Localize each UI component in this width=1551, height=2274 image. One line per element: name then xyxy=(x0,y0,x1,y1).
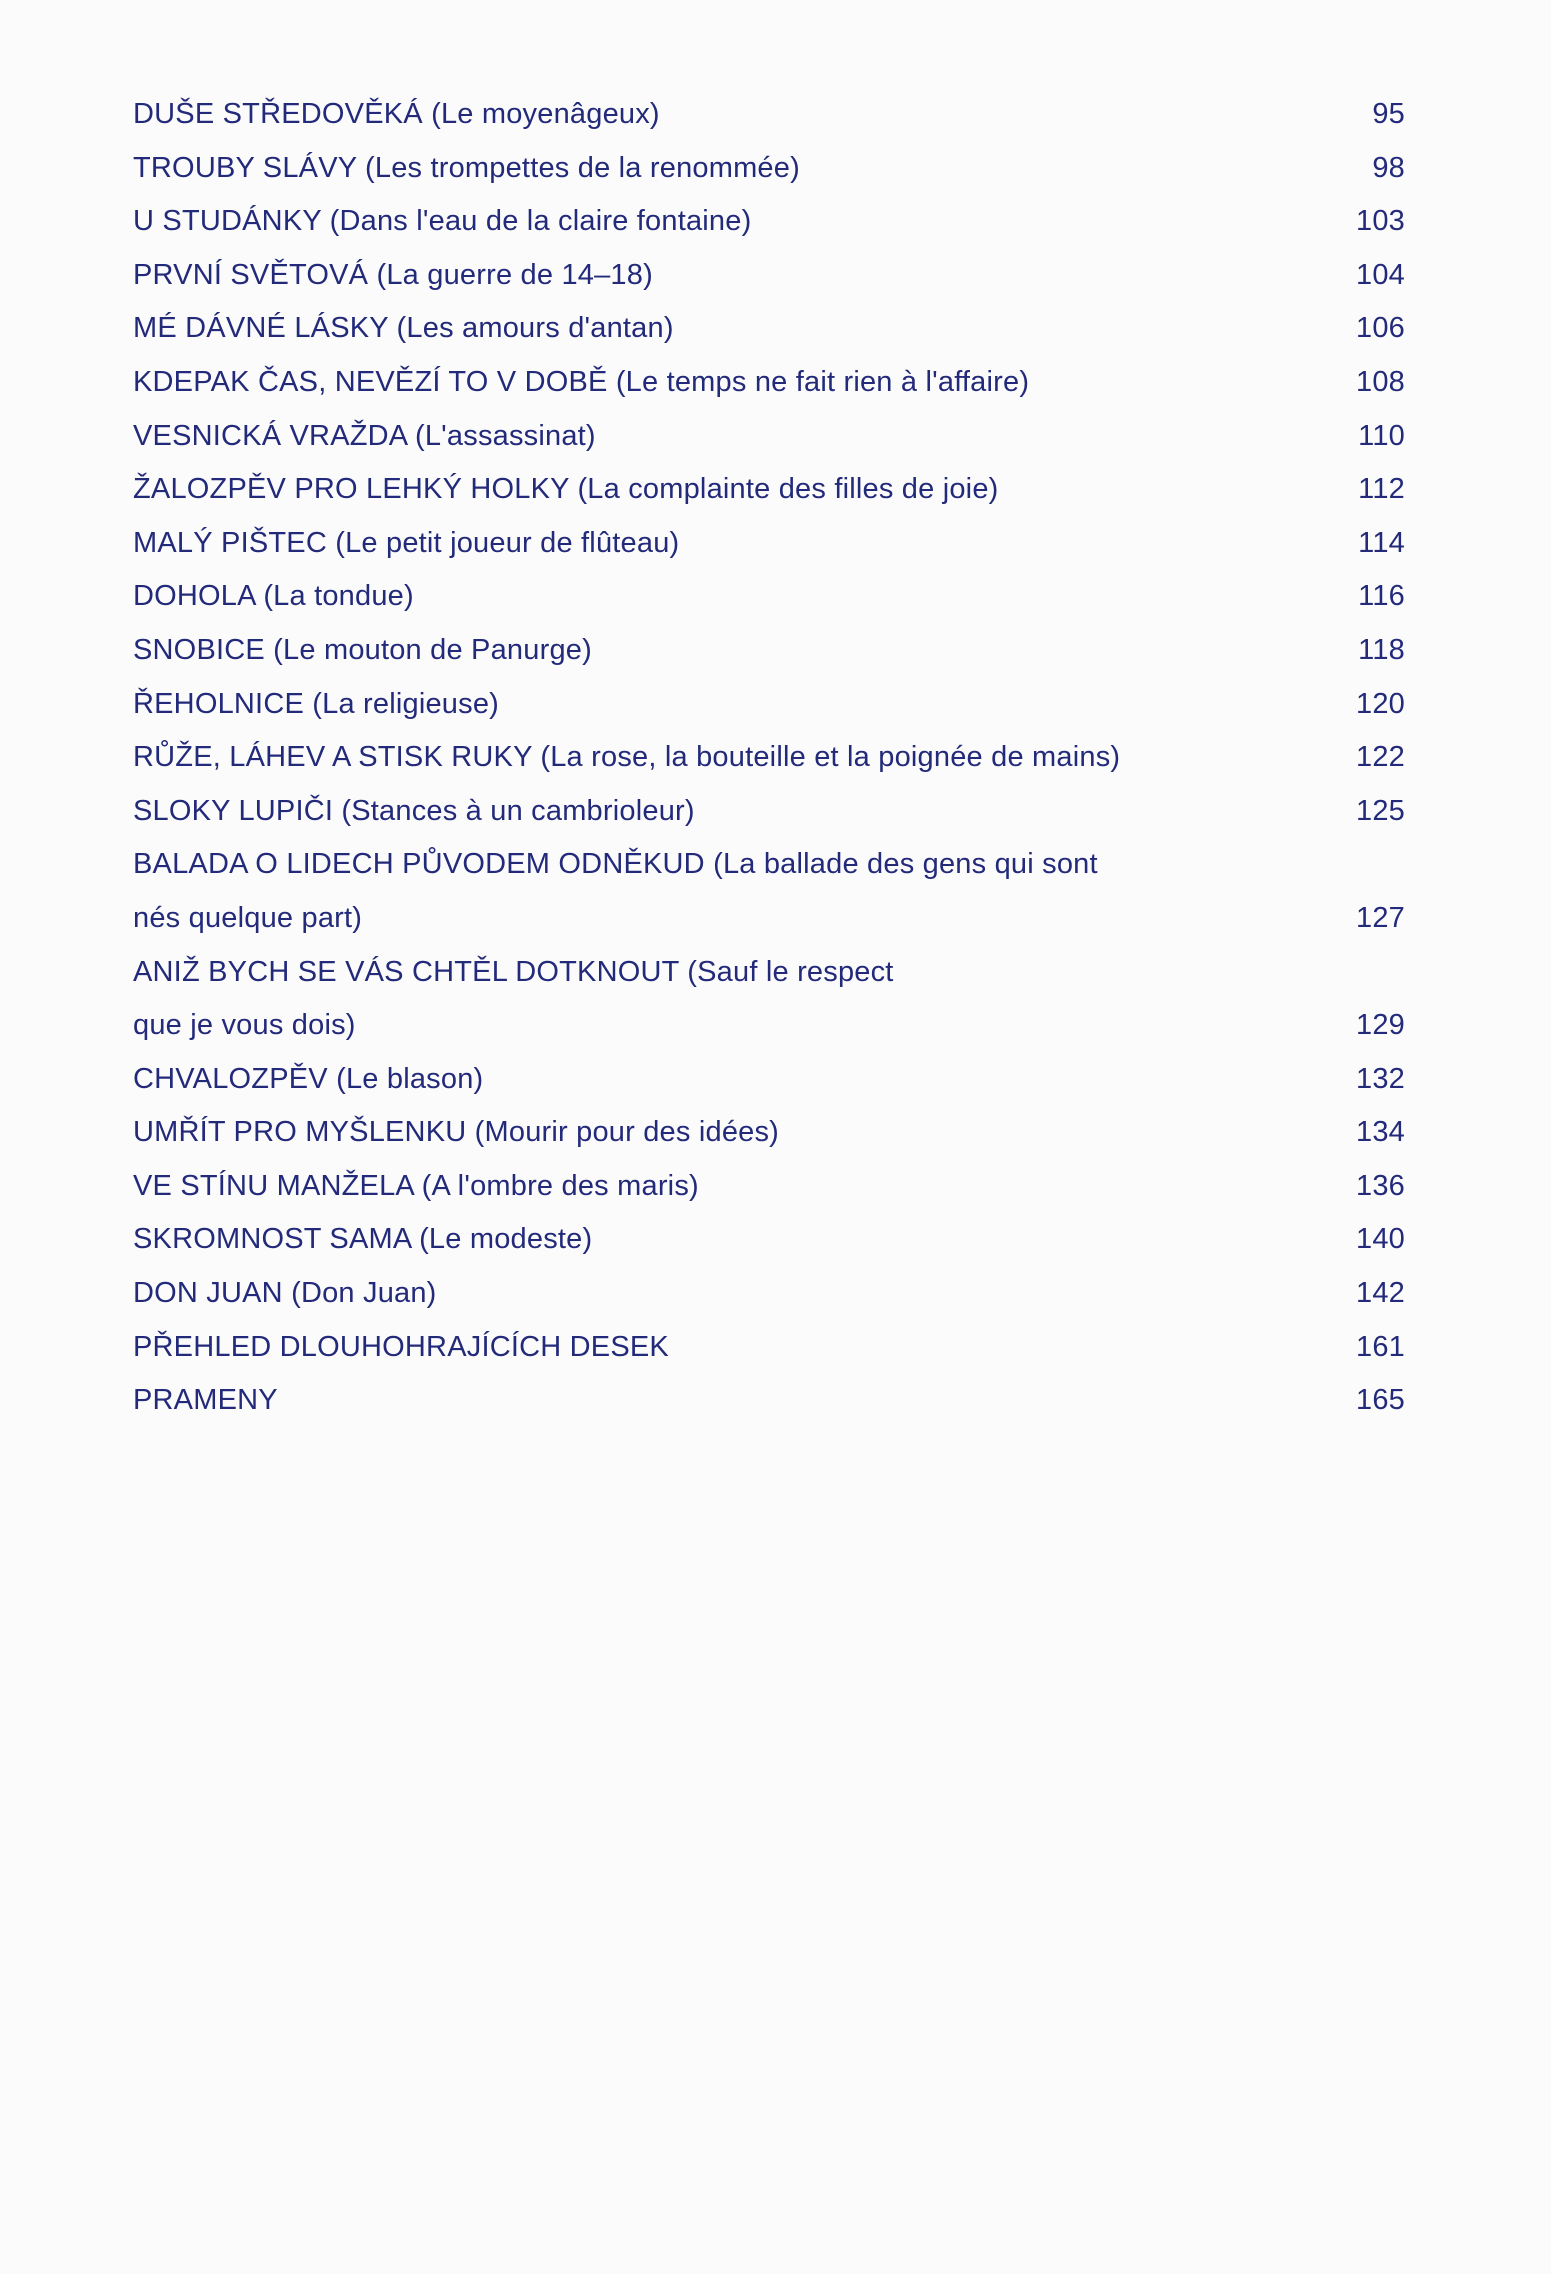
toc-entry-title: SLOKY LUPIČI (Stances à un cambrioleur) xyxy=(133,794,695,827)
toc-entry xyxy=(133,1374,1405,1428)
toc-entry-title: PRAMENY xyxy=(133,1384,278,1417)
toc-entry xyxy=(133,142,1405,196)
toc-entry-page: 125 xyxy=(1356,794,1405,827)
toc-entry-page: 127 xyxy=(1356,901,1405,934)
toc-entry-title: ANIŽ BYCH SE VÁS CHTĚL DOTKNOUT (Sauf le respect xyxy=(133,955,894,988)
toc-entry xyxy=(133,892,1405,946)
toc-entry-page: 106 xyxy=(1356,312,1405,345)
toc-entry-title: VE STÍNU MANŽELA (A l'ombre des maris) xyxy=(133,1169,699,1202)
toc-entry xyxy=(133,302,1405,356)
toc-entry-title: nés quelque part) xyxy=(133,901,363,934)
toc-entry xyxy=(133,1267,1405,1321)
toc-entry-page: 165 xyxy=(1356,1384,1405,1417)
toc-entry-title: UMŘÍT PRO MYŠLENKU (Mourir pour des idées) xyxy=(133,1116,780,1149)
toc-entry-title: SKROMNOST SAMA (Le modeste) xyxy=(133,1223,593,1256)
toc-entry xyxy=(133,570,1405,624)
toc-entry xyxy=(133,785,1405,839)
toc-entry xyxy=(133,1160,1405,1214)
toc-entry-page: 114 xyxy=(1358,526,1405,559)
toc-entry-title: ŘEHOLNICE (La religieuse) xyxy=(133,687,500,720)
toc-entry-page: 161 xyxy=(1356,1330,1405,1363)
toc-entry xyxy=(133,1321,1405,1375)
toc-entry xyxy=(133,517,1405,571)
toc-entry-page: 142 xyxy=(1356,1277,1405,1310)
toc-entry-page: 132 xyxy=(1356,1062,1405,1095)
toc-entry-title: DUŠE STŘEDOVĚKÁ (Le moyenâgeux) xyxy=(133,98,660,130)
toc-entry-page: 120 xyxy=(1356,687,1405,720)
toc-entry-title: DOHOLA (La tondue) xyxy=(133,580,414,613)
toc-entry-title: RŮŽE, LÁHEV A STISK RUKY (La rose, la bouteille et la poignée de mains) xyxy=(133,741,1121,774)
toc-entry xyxy=(133,356,1405,410)
toc-entry xyxy=(133,999,1405,1053)
toc-entry-page: 134 xyxy=(1356,1116,1405,1149)
toc-entry-title: U STUDÁNKY (Dans l'eau de la claire fontaine) xyxy=(133,205,752,238)
toc-entry-title: CHVALOZPĚV (Le blason) xyxy=(133,1062,484,1095)
toc-entry-title: BALADA O LIDECH PŮVODEM ODNĚKUD (La ballade des gens qui sont xyxy=(133,848,1098,881)
toc-entry-page: 118 xyxy=(1358,633,1405,666)
toc-entry xyxy=(133,678,1405,732)
toc-entry-page: 112 xyxy=(1358,473,1405,506)
toc-entry xyxy=(133,1213,1405,1267)
toc-entry-page: 103 xyxy=(1356,205,1405,238)
toc-entry-page: 129 xyxy=(1356,1009,1405,1042)
toc-entry xyxy=(133,731,1405,785)
toc-entry xyxy=(133,88,1405,142)
toc-entry xyxy=(133,946,1405,1000)
toc-entry-title: PŘEHLED DLOUHOHRAJÍCÍCH DESEK xyxy=(133,1330,669,1363)
toc-entry xyxy=(133,1053,1405,1107)
toc-entry xyxy=(133,463,1405,517)
table-of-contents xyxy=(133,88,1405,1428)
toc-entry-title: MÉ DÁVNÉ LÁSKY (Les amours d'antan) xyxy=(133,312,674,345)
toc-entry-page: 108 xyxy=(1356,365,1405,398)
toc-entry xyxy=(133,624,1405,678)
toc-entry-page: 98 xyxy=(1372,151,1405,184)
toc-entry xyxy=(133,838,1405,892)
toc-entry xyxy=(133,195,1405,249)
toc-entry-title: TROUBY SLÁVY (Les trompettes de la renommée) xyxy=(133,151,800,184)
toc-entry-page: 136 xyxy=(1356,1169,1405,1202)
toc-entry-title: SNOBICE (Le mouton de Panurge) xyxy=(133,633,592,666)
toc-entry-title: DON JUAN (Don Juan) xyxy=(133,1277,437,1310)
toc-entry-page: 110 xyxy=(1358,419,1405,452)
toc-entry-page: 140 xyxy=(1356,1223,1405,1256)
toc-entry-title: que je vous dois) xyxy=(133,1009,356,1042)
toc-entry-title: ŽALOZPĚV PRO LEHKÝ HOLKY (La complainte des filles de joie) xyxy=(133,473,999,506)
toc-entry xyxy=(133,249,1405,303)
toc-entry xyxy=(133,410,1405,464)
toc-entry-title: PRVNÍ SVĚTOVÁ (La guerre de 14–18) xyxy=(133,258,653,291)
toc-entry-page: 122 xyxy=(1356,741,1405,774)
toc-entry-title: MALÝ PIŠTEC (Le petit joueur de flûteau) xyxy=(133,526,680,559)
toc-entry xyxy=(133,1106,1405,1160)
toc-entry-title: KDEPAK ČAS, NEVĚZÍ TO V DOBĚ (Le temps ne fait rien à l'affaire) xyxy=(133,365,1030,398)
toc-entry-page: 95 xyxy=(1372,98,1405,130)
toc-entry-title: VESNICKÁ VRAŽDA (L'assassinat) xyxy=(133,419,596,452)
toc-entry-page: 104 xyxy=(1356,258,1405,291)
toc-entry-page: 116 xyxy=(1358,580,1405,613)
